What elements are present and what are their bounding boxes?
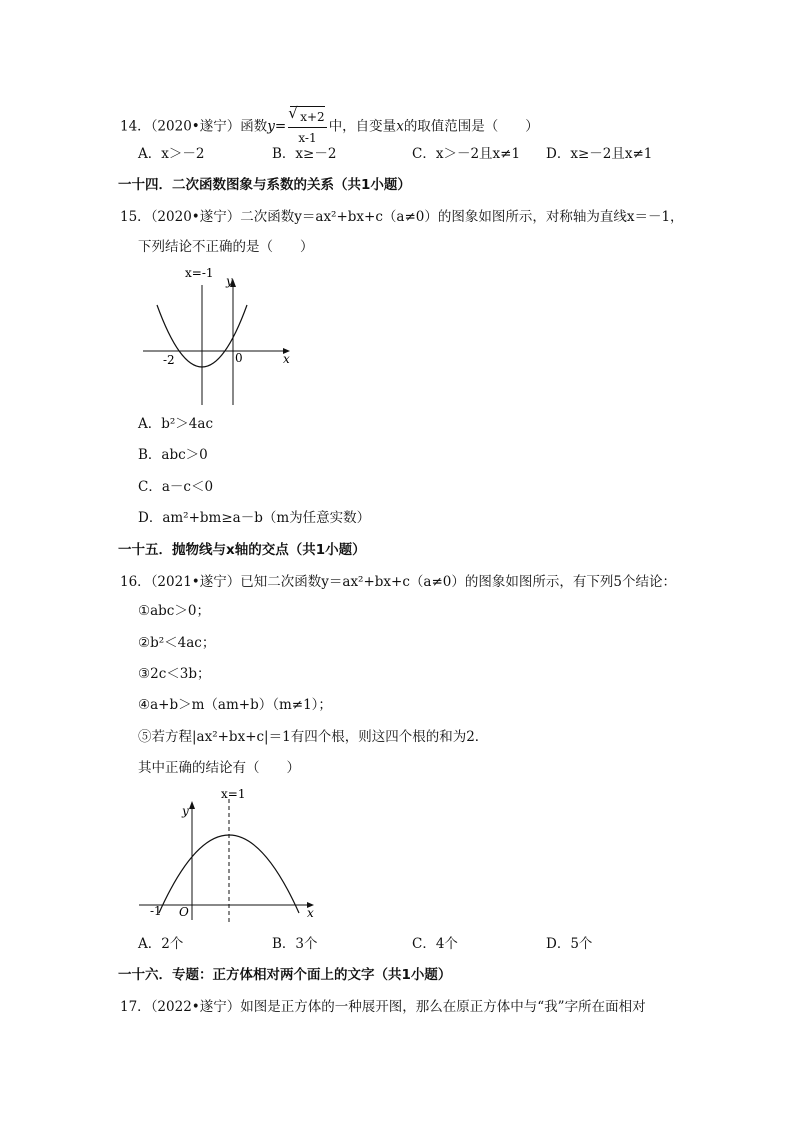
q16-item-4: ④a+b＞m（am+b）（m≠1）； [138,697,332,713]
q14-option-b: B．x≥－2 [272,146,337,162]
q14-stem-end: 的取值范围是（ ） [403,118,539,135]
q16-origin: O [179,905,189,919]
q16-tick-neg1: -1 [150,904,162,918]
q14-y: y [267,118,275,135]
q15-stem-line2: 下列结论不正确的是（ ） [138,239,314,255]
q16-item-5: ⑤若方程|ax²+bx+c|＝1有四个根，则这四个根的和为2． [138,729,489,745]
q16-item-1: ①abc＞0； [138,603,210,619]
section-heading-14: 一十四．二次函数图象与系数的关系（共1小题） [118,177,411,193]
q16-parabola-graph [135,785,325,925]
q15-option-c: C．a－c＜0 [138,479,214,495]
q16-option-a: A．2个 [138,936,184,952]
q14-option-c: C．x＞－2且x≠1 [412,146,521,162]
q15-parabola-graph [135,265,295,410]
q14-option-d: D．x≥－2且x≠1 [546,146,653,162]
q14-eq: = [274,118,287,135]
q15-option-b: B．abc＞0 [138,447,208,463]
q16-stem: 16．（2021•遂宁）已知二次函数y＝ax²+bx+c（a≠0）的图象如图所示，有下列5个结论： [120,574,676,590]
q16-item-2: ②b²＜4ac； [138,635,216,651]
section-heading-16: 一十六．专题：正方体相对两个面上的文字（共1小题） [118,967,452,983]
q16-ask: 其中正确的结论有（ ） [138,760,300,776]
q14-stem [120,106,539,148]
q16-option-c: C．4个 [412,936,458,952]
q16-axis-label: x=1 [221,787,246,801]
q15-stem-line1: 15．（2020•遂宁）二次函数y＝ax²+bx+c（a≠0）的图象如图所示，对称轴为直线x＝－1， [120,209,684,225]
q14-sqrt: √ x+2 [290,106,324,127]
q14-var: x [396,118,404,135]
q15-x-label: x [283,352,290,366]
q16-y-arrow [189,801,195,809]
q14-option-a: A．x＞－2 [138,146,205,162]
q16-item-3: ③2c＜3b； [138,666,211,682]
q16-y-label: y [182,804,189,818]
q16-option-d: D．5个 [546,936,593,952]
q14-source: （2020•遂宁） [150,118,241,135]
q14-denominator: x-1 [298,131,317,145]
q15-tick-0: 0 [235,351,243,365]
q15-option-a: A．b²＞4ac [138,416,214,432]
q17-stem: 17．（2022•遂宁）如图是正方体的一种展开图，那么在原正方体中与“我”字所在面相对 [120,999,646,1015]
q15-y-label: y [226,274,233,288]
q14-stem-post: 中，自变量 [328,118,397,135]
q15-axis-label: x=-1 [185,266,214,280]
q14-number: 14． [120,118,151,135]
q15-tick-neg2: -2 [163,353,175,367]
section-heading-15: 一十五．抛物线与x轴的交点（共1小题） [118,542,366,558]
q15-option-d: D．am²+bm≥a－b（m为任意实数） [138,510,371,526]
q16-option-b: B．3个 [272,936,318,952]
q16-x-label: x [307,906,314,920]
q16-parabola [159,835,299,913]
q14-stem-pre: 函数 [240,118,268,135]
q14-fraction [288,106,326,148]
